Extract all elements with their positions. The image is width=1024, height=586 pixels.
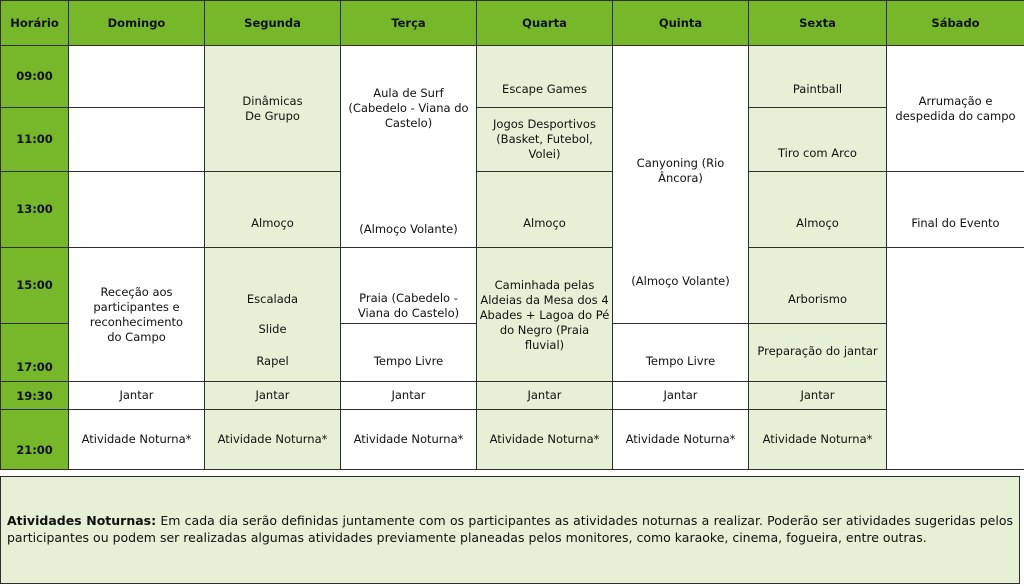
quinta-canyoning: Canyoning (Rio Âncora) bbox=[636, 156, 725, 185]
terca-surf-cell bbox=[341, 46, 477, 248]
segunda-dinamicas: Dinâmicas De Grupo bbox=[205, 46, 341, 172]
quarta-escape: Escape Games bbox=[477, 46, 613, 108]
segunda-escalada: Escalada bbox=[246, 292, 299, 306]
header-time: Horário bbox=[1, 1, 69, 46]
sexta-paintball: Paintball bbox=[749, 46, 887, 108]
terca-praia: Praia (Cabedelo - Viana do Castelo) bbox=[341, 248, 477, 324]
time-1700: 17:00 bbox=[1, 324, 69, 382]
sexta-almoco: Almoço bbox=[749, 172, 887, 248]
segunda-noturna: Atividade Noturna* bbox=[205, 410, 341, 470]
quinta-almoco: (Almoço Volante) bbox=[631, 274, 730, 288]
quarta-caminhada: Caminhada pelas Aldeias da Mesa dos 4 Abades + Lagoa do Pé do Negro (Praia fluvial) bbox=[477, 248, 613, 382]
row-1100 bbox=[1, 108, 1024, 172]
note-box bbox=[0, 476, 1020, 584]
header-terca: Terça bbox=[341, 1, 477, 46]
time-1500: 15:00 bbox=[1, 248, 69, 324]
header-domingo: Domingo bbox=[69, 1, 205, 46]
segunda-almoco: Almoço bbox=[205, 172, 341, 248]
time-1100: 11:00 bbox=[1, 108, 69, 172]
header-quinta: Quinta bbox=[613, 1, 749, 46]
time-2100: 21:00 bbox=[1, 410, 69, 470]
sexta-jantar-prep: Preparação do jantar bbox=[749, 324, 887, 382]
domingo-rececao: Receção aos participantes e reconhecimento do Campo bbox=[69, 248, 205, 382]
domingo-1100-empty bbox=[69, 108, 205, 172]
quarta-noturna: Atividade Noturna* bbox=[477, 410, 613, 470]
terca-almoco: (Almoço Volante) bbox=[359, 222, 458, 236]
time-1300: 13:00 bbox=[1, 172, 69, 248]
terca-jantar: Jantar bbox=[341, 382, 477, 410]
header-row bbox=[1, 1, 1024, 46]
terca-noturna: Atividade Noturna* bbox=[341, 410, 477, 470]
domingo-noturna: Atividade Noturna* bbox=[69, 410, 205, 470]
note-paragraph bbox=[7, 512, 1013, 546]
sexta-jantar: Jantar bbox=[749, 382, 887, 410]
header-sabado: Sábado bbox=[887, 1, 1024, 46]
quinta-livre: Tempo Livre bbox=[613, 324, 749, 382]
row-1500 bbox=[1, 248, 1024, 324]
terca-livre: Tempo Livre bbox=[341, 324, 477, 382]
time-1930: 19:30 bbox=[1, 382, 69, 410]
header-quarta: Quarta bbox=[477, 1, 613, 46]
terca-surf: Aula de Surf (Cabedelo - Viana do Castelo) bbox=[348, 86, 469, 130]
header-sexta: Sexta bbox=[749, 1, 887, 46]
quarta-jogos: Jogos Desportivos (Basket, Futebol, Volei) bbox=[477, 108, 613, 172]
note-label: Atividades Noturnas: bbox=[7, 513, 157, 528]
quinta-canyoning-cell bbox=[613, 46, 749, 324]
time-0900: 09:00 bbox=[1, 46, 69, 108]
segunda-slide: Slide bbox=[258, 322, 287, 336]
row-1300 bbox=[1, 172, 1024, 248]
sexta-noturna: Atividade Noturna* bbox=[749, 410, 887, 470]
sexta-arborismo: Arborismo bbox=[749, 248, 887, 324]
header-segunda: Segunda bbox=[205, 1, 341, 46]
sabado-arrumacao: Arrumação e despedida do campo bbox=[887, 46, 1024, 172]
segunda-atividades-cell bbox=[205, 248, 341, 382]
row-0900 bbox=[1, 46, 1024, 108]
row-2100 bbox=[1, 410, 1024, 470]
note-text: Em cada dia serão definidas juntamente com os participantes as atividades noturnas a realizar. Poderão ser atividades sugeridas pelos participantes ou podem ser realizadas algumas atividades previamente planeadas pelos monitores, como karaoke, cinema, fogueira, entre outras. bbox=[7, 513, 1014, 545]
sabado-final: Final do Evento bbox=[887, 172, 1024, 248]
segunda-rapel: Rapel bbox=[256, 354, 289, 368]
quinta-noturna: Atividade Noturna* bbox=[613, 410, 749, 470]
quarta-almoco: Almoço bbox=[477, 172, 613, 248]
sabado-empty bbox=[887, 248, 1024, 470]
segunda-jantar: Jantar bbox=[205, 382, 341, 410]
row-1930 bbox=[1, 382, 1024, 410]
quinta-jantar: Jantar bbox=[613, 382, 749, 410]
sexta-tiro: Tiro com Arco bbox=[749, 108, 887, 172]
domingo-0900-empty bbox=[69, 46, 205, 108]
domingo-jantar: Jantar bbox=[69, 382, 205, 410]
quarta-jantar: Jantar bbox=[477, 382, 613, 410]
domingo-1300-empty bbox=[69, 172, 205, 248]
